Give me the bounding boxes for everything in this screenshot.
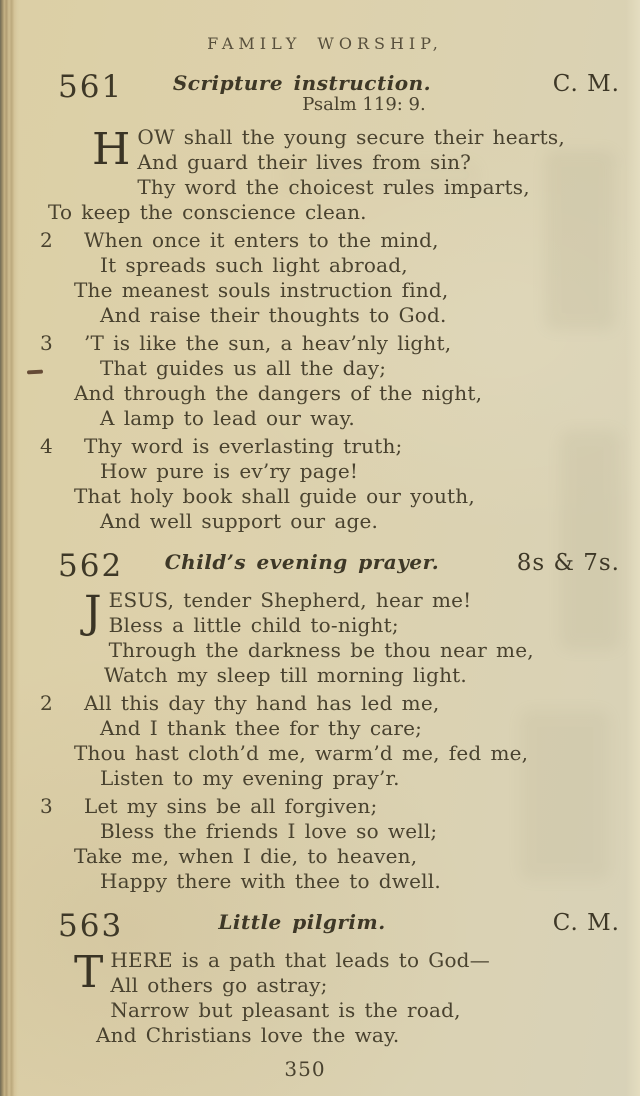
verse-line: How pure is ev’ry page! xyxy=(100,459,359,483)
stanza xyxy=(48,124,632,225)
drop-cap: J xyxy=(84,587,102,638)
verse-line: To keep the conscience clean. xyxy=(48,200,367,224)
hymn-section-562 xyxy=(0,550,640,894)
verse-line: It spreads such light abroad, xyxy=(100,253,408,277)
verse-line: Listen to my evening pray’r. xyxy=(100,766,400,790)
hymn-number: 563 xyxy=(58,908,124,944)
verse-line: And through the dangers of the night, xyxy=(74,381,483,405)
verse-line xyxy=(40,331,632,356)
verse-line: Narrow but pleasant is the road, xyxy=(110,998,461,1022)
verse-line: HERE is a path that leads to God— xyxy=(110,948,490,972)
hymn-header-center xyxy=(60,71,544,115)
verse-line: Happy there with thee to dwell. xyxy=(100,869,441,893)
hymn-meter: C. M. xyxy=(552,910,620,936)
verse-line: The meanest souls instruction find, xyxy=(74,278,449,302)
verse-line: And guard their lives from sin? xyxy=(137,150,472,174)
stanza xyxy=(40,794,632,894)
verse-text: Thy word is everlasting truth; xyxy=(84,434,403,458)
verse-line: Take me, when I die, to heaven, xyxy=(74,844,418,868)
stray-ink-mark xyxy=(27,370,43,375)
stanza-number: 2 xyxy=(40,228,53,252)
verse-line: And I thank thee for thy care; xyxy=(100,716,423,740)
verse-text: ’T is like the sun, a heav’nly light, xyxy=(84,331,452,355)
page-number: 350 xyxy=(284,1057,326,1081)
verse-line: Watch my sleep till morning light. xyxy=(104,663,467,687)
running-head: FAMILY WORSHIP, xyxy=(207,34,443,53)
stanza xyxy=(40,331,632,431)
verse-line: Bless the friends I love so well; xyxy=(100,819,438,843)
stanza xyxy=(40,434,632,534)
verse-line: OW shall the young secure their hearts, xyxy=(137,125,565,149)
hymn-meter: 8s & 7s. xyxy=(516,550,620,576)
hymn-title: Child’s evening prayer. xyxy=(164,550,440,574)
verse-line xyxy=(40,228,632,253)
verse-line: And raise their thoughts to God. xyxy=(100,303,447,327)
verse-line xyxy=(40,434,632,459)
hymn-header-center xyxy=(60,550,544,574)
hymn-section-561 xyxy=(0,71,640,534)
stanza xyxy=(40,691,632,791)
hymn-number: 561 xyxy=(58,69,124,105)
verse-line: Thy word the choicest rules imparts, xyxy=(137,175,530,199)
verse-line: That guides us all the day; xyxy=(100,356,387,380)
verse-text: When once it enters to the mind, xyxy=(84,228,439,252)
hymn-header xyxy=(0,548,624,584)
stanza xyxy=(62,948,632,1048)
hymn-title: Scripture instruction. xyxy=(172,71,432,95)
stanza-number: 2 xyxy=(40,691,53,715)
stanza xyxy=(62,588,632,688)
verse-line: Through the darkness be thou near me, xyxy=(108,638,534,662)
stanza xyxy=(40,228,632,328)
verse-line: A lamp to lead our way. xyxy=(100,406,355,430)
verse-line: That holy book shall guide our youth, xyxy=(74,484,475,508)
verse-line: Bless a little child to-night; xyxy=(108,613,399,637)
verse-line: All others go astray; xyxy=(110,973,328,997)
hymn-header xyxy=(0,71,624,117)
hymn-title: Little pilgrim. xyxy=(218,910,386,934)
verse-line xyxy=(40,794,632,819)
verse-line: Thou hast cloth’d me, warm’d me, fed me, xyxy=(74,741,529,765)
hymn-header xyxy=(0,908,624,944)
stanza-number: 3 xyxy=(40,794,53,818)
verse-text: All this day thy hand has led me, xyxy=(84,691,440,715)
hymn-header-center xyxy=(60,910,544,934)
verse-text: Let my sins be all forgiven; xyxy=(84,794,378,818)
scripture-reference: Psalm 119: 9. xyxy=(302,94,426,115)
verse-line: And well support our age. xyxy=(100,509,379,533)
stanza-number: 4 xyxy=(40,434,53,458)
verse-line xyxy=(40,691,632,716)
stanza-number: 3 xyxy=(40,331,53,355)
drop-cap: T xyxy=(74,947,104,998)
hymn-meter: C. M. xyxy=(552,71,620,97)
hymn-number: 562 xyxy=(58,548,124,584)
hymn-section-563 xyxy=(0,910,640,1048)
verse-line: ESUS, tender Shepherd, hear me! xyxy=(108,588,472,612)
verse-line: And Christians love the way. xyxy=(96,1023,400,1047)
drop-cap: H xyxy=(92,124,131,175)
